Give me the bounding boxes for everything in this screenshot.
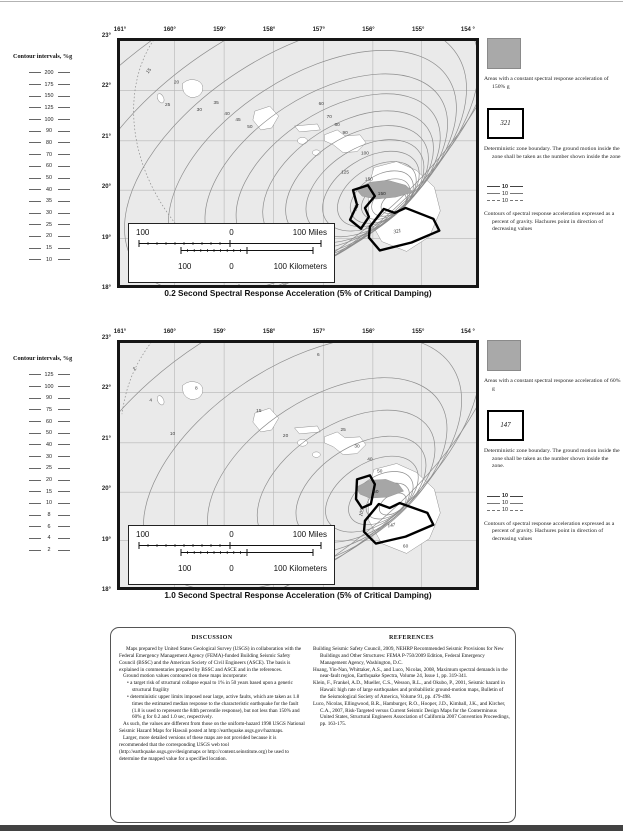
contour-intervals-list-map2 <box>14 369 84 556</box>
svg-text:150: 150 <box>364 177 373 183</box>
shaded-area-caption: Areas with a constant spectral response acceleration of 60% g <box>484 378 621 392</box>
scale-km-left: 100 <box>178 564 192 573</box>
contour-interval-row <box>14 533 84 545</box>
contour-interval-value: 8 <box>47 512 51 519</box>
contour-interval-value: 40 <box>46 186 52 193</box>
contour-sample-hachured: 10 <box>485 197 623 204</box>
svg-text:25: 25 <box>164 103 171 109</box>
contour-interval-row <box>14 392 84 404</box>
page-bottom-edge <box>0 825 623 831</box>
scale-miles-zero: 0 <box>229 228 234 237</box>
latitude-label: 23° <box>101 33 111 39</box>
contour-dash <box>29 154 41 155</box>
svg-text:125: 125 <box>341 170 350 176</box>
svg-text:6: 6 <box>316 352 320 358</box>
scale-km-labels <box>136 262 327 272</box>
reference-item: Klein, F., Frankel, A.D., Mueller, C.S., Wesson, R.L., and Okubo, P., 2001, Seismic hazard in Hawaii: high rate of large earthquakes and probabilistic ground-motion maps, Bulletin of the Seismological Society of America, Volume 91, pp. 479-498. <box>313 680 505 700</box>
contour-interval-row <box>14 90 84 102</box>
latitude-label: 21° <box>101 133 111 140</box>
contour-interval-row <box>14 196 84 208</box>
shaded-area-caption: Areas with a constant spectral response acceleration of 150% g <box>484 76 609 90</box>
longitude-label: 157° <box>312 329 326 335</box>
longitude-label: 158° <box>262 27 276 33</box>
contour-style-samples <box>485 183 623 204</box>
contour-dash <box>58 468 70 469</box>
svg-text:8: 8 <box>195 386 198 392</box>
contour-sample-thin: 10 <box>485 500 623 507</box>
contour-interval-row <box>14 451 84 463</box>
latitude-label: 18° <box>101 284 111 291</box>
contour-dash <box>58 213 70 214</box>
longitude-label: 155° <box>412 329 425 335</box>
contour-interval-row <box>14 521 84 533</box>
contour-interval-row <box>14 439 84 451</box>
scale-miles-right: 100 Miles <box>292 530 327 539</box>
longitude-label: 155° <box>412 27 425 33</box>
contour-interval-row <box>14 172 84 184</box>
contour-dash <box>58 131 70 132</box>
contour-interval-row <box>14 404 84 416</box>
svg-text:40: 40 <box>224 112 230 118</box>
scale-km-zero: 0 <box>229 262 234 271</box>
latitude-label: 22° <box>101 385 111 392</box>
longitude-label: 154 ° <box>460 27 475 33</box>
zone-sample-value: 321 <box>500 120 511 128</box>
contour-dash <box>29 398 41 399</box>
contour-interval-value: 30 <box>46 453 52 460</box>
contour-dash <box>29 72 41 73</box>
discussion-references-box <box>110 627 516 823</box>
svg-text:50: 50 <box>247 124 253 130</box>
svg-text:10: 10 <box>169 431 176 437</box>
svg-text:2: 2 <box>132 366 139 372</box>
contour-dash <box>58 526 70 527</box>
contour-dash <box>58 119 70 120</box>
svg-text:60: 60 <box>318 102 324 108</box>
contour-interval-value: 10 <box>46 256 52 263</box>
contour-dash <box>29 409 41 410</box>
contour-interval-value: 70 <box>46 151 52 158</box>
latitude-label: 22° <box>101 83 111 90</box>
contour-interval-row <box>14 207 84 219</box>
reference-item: Huang, Yin-Nan, Whittaker, A.S., and Luco, Nicolas, 2008, Maximum spectral demands in the near-fault region, Earthquake Spectra, Volume 24, Issue 1, pp. 319-341. <box>313 666 508 680</box>
contour-dash <box>58 201 70 202</box>
contour-sample-thin: 10 <box>485 190 623 197</box>
contour-dash <box>29 236 41 237</box>
contour-dash <box>58 538 70 539</box>
contour-interval-row <box>14 463 84 475</box>
longitude-label: 161° <box>113 27 127 33</box>
latitude-labels-map1 <box>92 33 114 291</box>
svg-text:15: 15 <box>256 409 262 415</box>
contour-interval-value: 20 <box>46 233 52 240</box>
longitude-label: 159° <box>213 27 226 33</box>
contour-interval-row <box>14 474 84 486</box>
contour-interval-row <box>14 381 84 393</box>
contour-interval-value: 90 <box>46 395 52 402</box>
contour-intervals-title-map1: Contour intervals, %g <box>13 53 73 60</box>
contour-interval-value: 100 <box>44 116 54 123</box>
contour-dash <box>29 433 41 434</box>
contour-interval-row <box>14 242 84 254</box>
contour-interval-row <box>14 254 84 266</box>
contour-dash <box>58 154 70 155</box>
contour-dash <box>29 259 41 260</box>
contour-dash <box>58 444 70 445</box>
scale-bar-rules <box>135 239 329 256</box>
zone-boundary-sample <box>487 410 524 441</box>
contour-interval-value: 50 <box>46 430 52 437</box>
contour-interval-row <box>14 125 84 137</box>
zone-boundary-sample <box>487 108 524 139</box>
svg-text:70: 70 <box>326 115 332 121</box>
longitude-label: 156° <box>362 329 375 335</box>
contour-interval-row <box>14 544 84 556</box>
contour-dash <box>58 224 70 225</box>
scale-bar-map2 <box>128 525 335 585</box>
contour-interval-value: 2 <box>47 547 51 554</box>
contour-interval-value: 4 <box>47 535 51 542</box>
contour-dash <box>58 96 70 97</box>
contour-dash <box>29 386 41 387</box>
contour-interval-row <box>14 184 84 196</box>
contour-interval-value: 125 <box>44 371 54 378</box>
svg-text:30: 30 <box>196 108 202 114</box>
scale-miles-left: 100 <box>136 530 150 539</box>
map-02s-title: 0.2 Second Spectral Response Acceleration (5% of Critical Damping) <box>164 289 432 298</box>
contour-interval-row <box>14 67 84 79</box>
contour-interval-value: 6 <box>47 523 51 530</box>
contour-interval-row <box>14 498 84 510</box>
contour-dash <box>58 515 70 516</box>
contour-dash <box>29 538 41 539</box>
contour-dash <box>29 119 41 120</box>
contour-dash <box>29 131 41 132</box>
contour-interval-value: 15 <box>46 245 52 252</box>
contour-dash <box>29 468 41 469</box>
contour-dash <box>29 142 41 143</box>
svg-text:40: 40 <box>367 457 373 463</box>
scale-miles-left: 100 <box>136 228 150 237</box>
contour-sample-bold: 10 <box>485 493 623 500</box>
contour-intervals-list-map1 <box>14 67 84 266</box>
longitude-label: 157° <box>312 27 326 33</box>
scale-bar-rules <box>135 541 329 558</box>
contour-dash <box>58 550 70 551</box>
discussion-bullet: • a target risk of structural collapse equal to 1% in 50 years based upon a generic structural fragility <box>119 680 305 694</box>
scale-km-left: 100 <box>178 262 192 271</box>
contour-dash <box>29 550 41 551</box>
svg-text:90: 90 <box>342 130 348 136</box>
scale-miles-zero: 0 <box>229 530 234 539</box>
legend-map2 <box>484 340 623 543</box>
longitude-labels-map2 <box>107 329 481 335</box>
contour-dash <box>58 409 70 410</box>
scale-km-labels <box>136 564 327 574</box>
contour-intervals-title-map2: Contour intervals, %g <box>13 355 73 362</box>
contour-dash <box>58 491 70 492</box>
contour-interval-value: 10 <box>46 500 52 507</box>
page-top-edge <box>0 1 623 2</box>
zone-sample-value: 147 <box>500 422 511 430</box>
map-10s-title: 1.0 Second Spectral Response Acceleration (5% of Critical Damping) <box>164 591 432 600</box>
contour-dash <box>58 178 70 179</box>
contour-interval-value: 60 <box>46 418 52 425</box>
svg-text:35: 35 <box>213 101 219 107</box>
reference-item: Luco, Nicolas, Ellingwood, B.R., Hamburger, R.O., Hooper, J.D., Kimball, J.K., and Kircher, C.A., 2007, Risk-Targeted versus Current Seismic Design Maps for the Conterminous United States, Structural Engineers Association of California 2007 Convention Proceedings, pp. 163-175. <box>313 700 510 728</box>
legend-map1 <box>484 38 623 234</box>
svg-text:321: 321 <box>352 201 362 212</box>
longitude-label: 159° <box>213 329 226 335</box>
contour-interval-row <box>14 369 84 381</box>
contour-interval-value: 75 <box>46 406 52 413</box>
shaded-area-swatch <box>487 340 521 371</box>
svg-text:25: 25 <box>340 427 346 433</box>
svg-text:15: 15 <box>145 67 153 75</box>
longitude-label: 154 ° <box>460 329 475 335</box>
contour-dash <box>58 142 70 143</box>
scale-km-zero: 0 <box>229 564 234 573</box>
contour-interval-row <box>14 102 84 114</box>
contour-interval-row <box>14 219 84 231</box>
discussion-paragraph: Maps prepared by United States Geological Survey (USGS) in collaboration with the Federal Emergency Management Agency (FEMA)-funded Building Seismic Safety Council (BSSC) and the American Society of Civil Engineers (ASCE). The basis is explained in commentaries prepared by BSSC and ASCE and in the references. <box>119 646 302 673</box>
contour-caption: Contours of spectral response acceleration expressed as a percent of gravity. Hachures point in direction of decreasing values <box>484 211 615 233</box>
contour-dash <box>29 201 41 202</box>
svg-text:80: 80 <box>334 122 340 128</box>
contour-dash <box>29 480 41 481</box>
contour-sample-bold: 10 <box>485 183 623 190</box>
map-02s <box>117 38 479 288</box>
contour-interval-value: 40 <box>46 441 52 448</box>
contour-dash <box>29 84 41 85</box>
references-heading: REFERENCES <box>389 635 434 641</box>
contour-interval-row <box>14 149 84 161</box>
svg-text:20: 20 <box>282 433 289 439</box>
contour-dash <box>29 526 41 527</box>
contour-interval-value: 35 <box>46 198 52 205</box>
scale-miles-right: 100 Miles <box>292 228 327 237</box>
contour-dash <box>29 456 41 457</box>
contour-dash <box>29 213 41 214</box>
contour-interval-value: 20 <box>46 477 52 484</box>
contour-dash <box>58 374 70 375</box>
longitude-label: 161° <box>113 329 127 335</box>
contour-dash <box>29 224 41 225</box>
contour-interval-row <box>14 509 84 521</box>
svg-text:321: 321 <box>393 227 402 236</box>
contour-interval-value: 200 <box>44 69 54 76</box>
contour-dash <box>29 107 41 108</box>
scale-km-right: 100 Kilometers <box>273 262 327 271</box>
map-10s <box>117 340 479 590</box>
latitude-label: 19° <box>101 234 111 241</box>
contour-interval-row <box>14 114 84 126</box>
contour-dash <box>58 107 70 108</box>
contour-dash <box>58 189 70 190</box>
discussion-paragraph: As such, the values are different from those on the uniform-hazard 1998 USGS National Seismic Hazard Maps for Hawaii posted at http://earthquake.usgs.gov/hazmaps. <box>119 721 305 735</box>
contour-dash <box>29 178 41 179</box>
contour-dash <box>58 236 70 237</box>
svg-text:4: 4 <box>149 398 153 404</box>
latitude-label: 18° <box>101 586 111 593</box>
contour-interval-value: 50 <box>46 175 52 182</box>
contour-interval-row <box>14 416 84 428</box>
contour-dash <box>58 480 70 481</box>
latitude-label: 20° <box>101 184 111 191</box>
contour-interval-value: 30 <box>46 210 52 217</box>
latitude-label: 21° <box>101 435 111 442</box>
longitude-label: 156° <box>362 27 375 33</box>
contour-dash <box>58 456 70 457</box>
svg-text:50: 50 <box>377 469 383 475</box>
contour-interval-value: 90 <box>46 128 52 135</box>
latitude-label: 19° <box>101 536 111 543</box>
discussion-paragraph: Larger, more detailed versions of these maps are not provided because it is recommended that the corresponding USGS web tool (http://earthquake.usgs.gov/designmaps or http://content.seinstitute.org) be used to determine the mapped value for a specified location. <box>119 734 289 762</box>
reference-item: Building Seismic Safety Council, 2009, NEHRP Recommended Seismic Provisions for New Buildings and Other Structures: FEMA P-750/2009 Edition, Federal Emergency Management Agency, Washington, D.C. <box>313 646 504 666</box>
scale-miles-labels <box>136 530 327 539</box>
contour-dash <box>29 248 41 249</box>
contour-interval-value: 150 <box>44 93 54 100</box>
discussion-column <box>119 633 305 817</box>
contour-interval-row <box>14 486 84 498</box>
contour-dash <box>29 189 41 190</box>
contour-interval-row <box>14 137 84 149</box>
references-column <box>313 633 510 817</box>
contour-dash <box>29 421 41 422</box>
longitude-labels-map1 <box>107 27 481 33</box>
contour-style-samples <box>485 493 623 514</box>
contour-dash <box>58 259 70 260</box>
shaded-area-swatch <box>487 38 521 69</box>
contour-interval-row <box>14 427 84 439</box>
svg-text:60: 60 <box>402 544 409 550</box>
discussion-heading: DISCUSSION <box>191 635 233 641</box>
contour-dash <box>58 72 70 73</box>
longitude-label: 160° <box>163 329 176 335</box>
contour-sample-hachured: 10 <box>485 507 623 514</box>
contour-interval-value: 80 <box>46 139 52 146</box>
contour-dash <box>29 515 41 516</box>
contour-interval-row <box>14 231 84 243</box>
contour-dash <box>58 248 70 249</box>
shaded-area-label: 150 <box>377 192 386 198</box>
latitude-label: 23° <box>101 335 111 341</box>
svg-text:20: 20 <box>173 80 180 86</box>
longitude-label: 160° <box>163 27 176 33</box>
svg-text:45: 45 <box>235 118 241 124</box>
contour-dash <box>58 166 70 167</box>
zone-boundary-caption: Deterministic zone boundary. The ground motion inside the zone shall be taken as the number shown inside the zone <box>484 146 621 160</box>
latitude-labels-map2 <box>92 335 114 593</box>
contour-interval-value: 15 <box>46 488 52 495</box>
contour-interval-value: 100 <box>44 383 54 390</box>
longitude-label: 158° <box>262 329 276 335</box>
contour-dash <box>58 398 70 399</box>
contour-dash <box>58 421 70 422</box>
scale-km-right: 100 Kilometers <box>273 564 327 573</box>
contour-dash <box>29 491 41 492</box>
contour-interval-row <box>14 161 84 173</box>
zone-boundary-caption: Deterministic zone boundary. The ground motion inside the zone shall be taken as the number shown inside the zone. <box>484 448 620 470</box>
contour-dash <box>58 503 70 504</box>
shaded-area-label: 60 <box>373 490 379 496</box>
contour-interval-value: 25 <box>46 465 52 472</box>
contour-dash <box>58 433 70 434</box>
svg-text:147: 147 <box>387 522 396 530</box>
svg-text:100: 100 <box>360 151 369 157</box>
contour-interval-row <box>14 79 84 91</box>
svg-text:30: 30 <box>354 444 360 450</box>
discussion-bullet: • deterministic upper limits imposed near large, active faults, which are taken as 1.8 times the estimated median response to the characteristic earthquake for the fault (1.8 is used to represent the 84th percentile response), but not less than 150% and 60% g for 0.2 and 1.0 sec, respectively. <box>119 694 305 721</box>
contour-dash <box>29 444 41 445</box>
contour-interval-value: 125 <box>44 104 54 111</box>
contour-dash <box>58 84 70 85</box>
contour-dash <box>29 374 41 375</box>
contour-dash <box>58 386 70 387</box>
discussion-paragraph: Ground motion values contoured on these maps incorporate: <box>123 673 248 680</box>
contour-dash <box>29 96 41 97</box>
svg-text:105: 105 <box>358 508 366 518</box>
contour-interval-value: 175 <box>44 81 54 88</box>
contour-dash <box>29 503 41 504</box>
contour-interval-value: 25 <box>46 221 52 228</box>
scale-miles-labels <box>136 228 327 237</box>
contour-interval-value: 60 <box>46 163 52 170</box>
contour-dash <box>29 166 41 167</box>
latitude-label: 20° <box>101 486 111 493</box>
scale-bar-map1 <box>128 223 335 283</box>
references-list <box>313 646 510 728</box>
contour-caption: Contours of spectral response acceleration expressed as a percent of gravity. Hachures point in direction of decreasing values <box>484 520 615 542</box>
